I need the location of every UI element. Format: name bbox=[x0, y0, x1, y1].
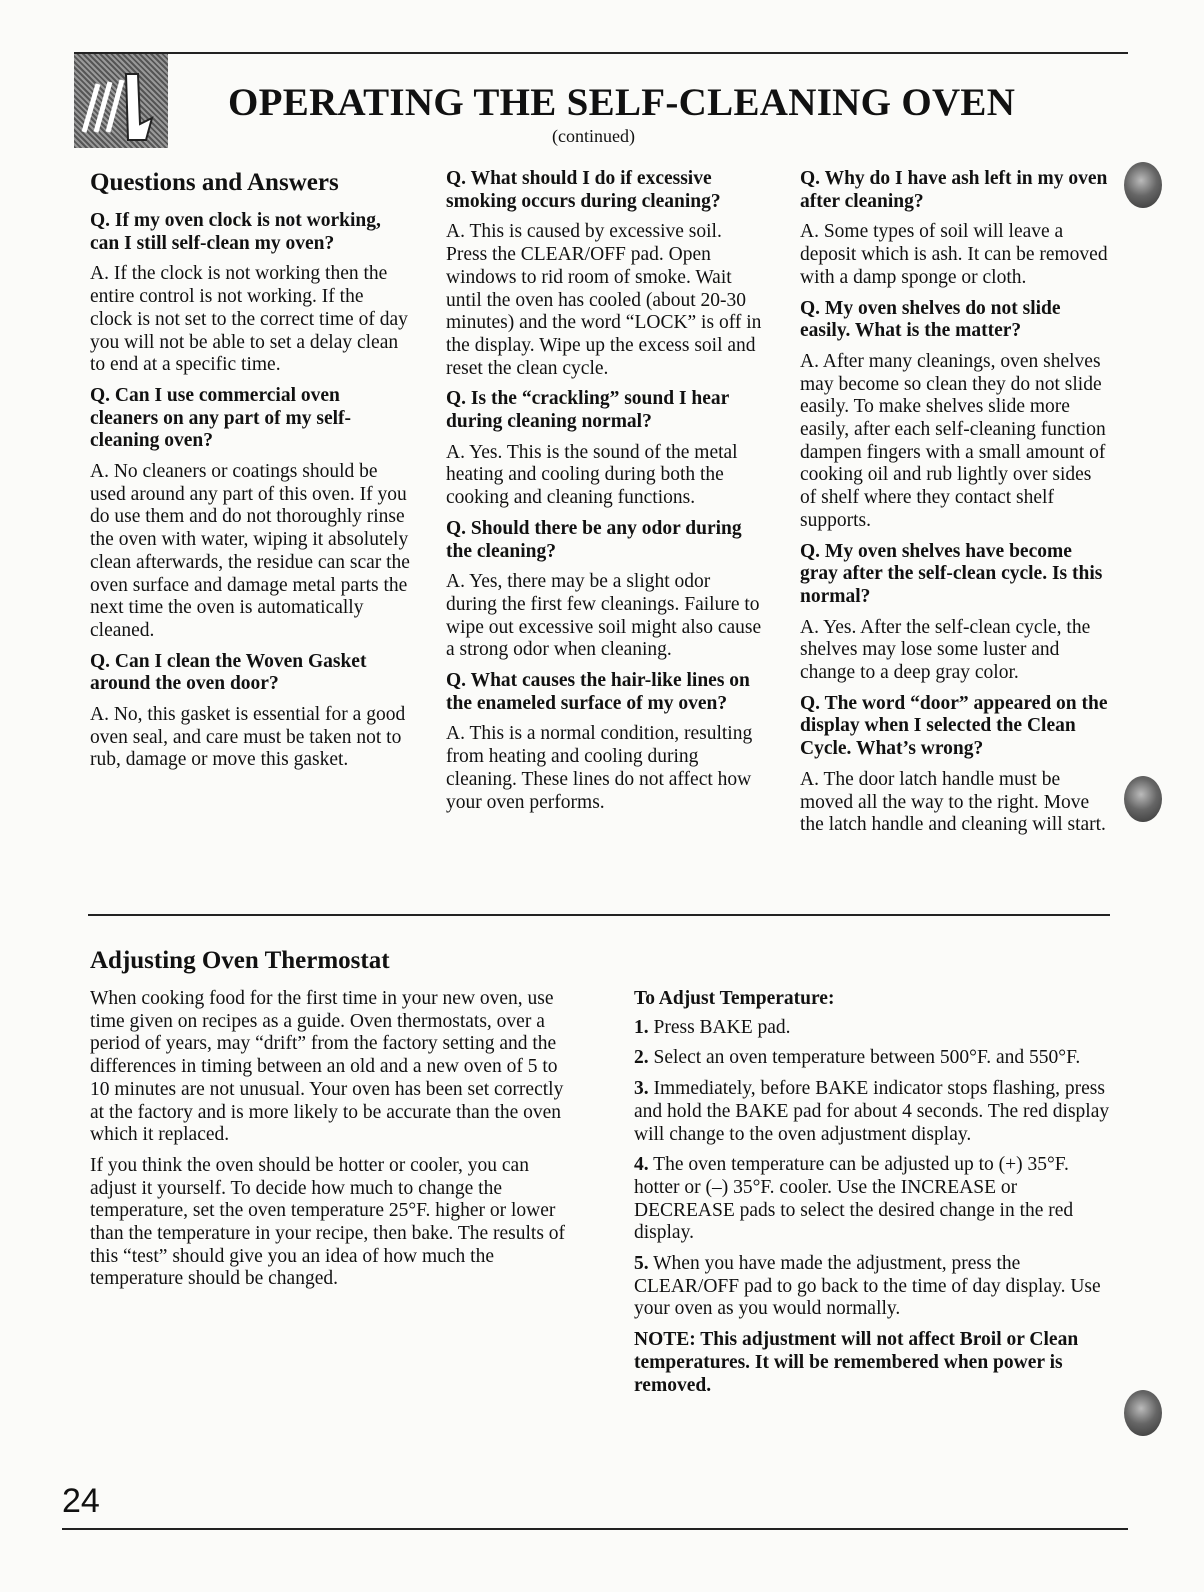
answer: A. This is a normal condition, resulting from heating and cooling during cleaning. These lines do not affect how your oven performs. bbox=[446, 723, 753, 813]
question: Q. The word “door” appeared on the display when I selected the Clean Cycle. What’s wrong? bbox=[800, 692, 1108, 760]
qa-column-1 bbox=[90, 168, 410, 780]
answer: A. No, this gasket is essential for a good oven seal, and care must be taken not to rub, damage or move this gasket. bbox=[90, 704, 406, 771]
thermostat-heading: Adjusting Oven Thermostat bbox=[90, 947, 390, 974]
bottom-rule bbox=[62, 1528, 1128, 1530]
step: 1. Press BAKE pad. bbox=[634, 1016, 791, 1038]
answer: A. Yes. After the self-clean cycle, the shelves may lose some luster and change to a deep gray color. bbox=[800, 616, 1091, 684]
question: Q. Why do I have ash left in my oven after cleaning? bbox=[800, 168, 1108, 212]
steps-heading: To Adjust Temperature: bbox=[634, 988, 835, 1009]
question: Q. What causes the hair-like lines on the enameled surface of my oven? bbox=[446, 670, 750, 714]
thermostat-steps bbox=[634, 988, 1110, 1405]
qa-heading: Questions and Answers bbox=[90, 169, 339, 196]
step: 4. The oven temperature can be adjusted up to (+) 35°F. hotter or (–) 35°F. cooler. Use the INCREASE or DECREASE pads to select the desired change in the red display. bbox=[634, 1154, 1074, 1244]
answer: A. This is caused by excessive soil. Press the CLEAR/OFF pad. Open windows to rid room of smoke. Wait until the oven has cooled (about 20-30 minutes) and the word “LOCK” is off in the display. Wipe up the excess soil and reset the clean cycle. bbox=[446, 221, 762, 379]
oven-hand-logo-icon bbox=[74, 54, 168, 148]
section-divider bbox=[88, 914, 1110, 916]
question: Q. Can I use commercial oven cleaners on any part of my self-cleaning oven? bbox=[90, 384, 352, 452]
answer: A. No cleaners or coatings should be used around any part of this oven. If you do use them and do not thoroughly rinse the oven with water, wiping it absolutely clean afterwards, the residue can scar the oven surface and damage metal parts the next time the oven is automatically cleaned. bbox=[90, 461, 410, 641]
page-title: OPERATING THE SELF-CLEANING OVEN bbox=[228, 81, 1016, 124]
step: 2. Select an oven temperature between 500°F. and 550°F. bbox=[634, 1047, 1081, 1069]
answer: A. The door latch handle must be moved all the way to the right. Move the latch handle and cleaning will start. bbox=[800, 768, 1106, 836]
question: Q. Is the “crackling” sound I hear during cleaning normal? bbox=[446, 388, 729, 433]
question: Q. If my oven clock is not working, can I still self-clean my oven? bbox=[90, 210, 381, 254]
question: Q. My oven shelves have become gray after the self-clean cycle. Is this normal? bbox=[800, 540, 1103, 607]
thermostat-paragraph-2: If you think the oven should be hotter or cooler, you can adjust it yourself. To decide how much to change the temperature, set the oven temperature 25°F. higher or lower than the temperature in your recipe, then bake. The results of this “test” should give you an idea of how much the temperature should be changed. bbox=[90, 1154, 566, 1290]
qa-column-3 bbox=[800, 168, 1110, 845]
step: 3. Immediately, before BAKE indicator stops flashing, press and hold the BAKE pad for about 4 seconds. The red display will change to the oven adjustment display. bbox=[634, 1078, 1110, 1145]
answer: A. Yes, there may be a slight odor during the first few cleanings. Failure to wipe out excessive soil might also cause a strong odor when cleaning. bbox=[446, 571, 762, 661]
page-number: 24 bbox=[62, 1482, 100, 1520]
step: 5. When you have made the adjustment, press the CLEAR/OFF pad to go back to the time of day display. Use your oven as you would normally. bbox=[634, 1253, 1101, 1320]
answer: A. After many cleanings, oven shelves may become so clean they do not slide easily. To make shelves slide more easily, after each self-cleaning function dampen fingers with a small amount of cooking oil and rub lightly over sides of shelf where they contact shelf supports. bbox=[800, 350, 1106, 531]
page-subtitle: (continued) bbox=[552, 126, 635, 146]
note: NOTE: This adjustment will not affect Broil or Clean temperatures. It will be remembered when power is removed. bbox=[634, 1329, 1079, 1396]
binder-hole-icon bbox=[1124, 776, 1162, 822]
question: Q. My oven shelves do not slide easily. What is the matter? bbox=[800, 297, 1061, 342]
answer: A. Yes. This is the sound of the metal heating and cooling during both the cooking and cleaning functions. bbox=[446, 441, 738, 509]
answer: A. If the clock is not working then the entire control is not working. If the clock is not set to the correct time of day you will not be able to set a delay clean to end at a specific time. bbox=[90, 263, 408, 376]
question: Q. What should I do if excessive smoking occurs during cleaning? bbox=[446, 168, 721, 212]
top-rule bbox=[74, 52, 1128, 54]
binder-hole-icon bbox=[1124, 1390, 1162, 1436]
answer: A. Some types of soil will leave a deposit which is ash. It can be removed with a damp sponge or cloth. bbox=[800, 221, 1108, 288]
thermostat-intro bbox=[90, 946, 568, 1299]
question: Q. Should there be any odor during the cleaning? bbox=[446, 517, 742, 562]
thermostat-paragraph-1: When cooking food for the first time in your new oven, use time given on recipes as a guide. Oven thermostats, over a period of years, may “drift” from the factory setting and the differences in timing between an old and a new oven of 5 to 10 minutes are not unusual. Your oven has been set correctly at the factory and is more likely to be accurate than the oven which it replaced. bbox=[90, 988, 564, 1146]
question: Q. Can I clean the Woven Gasket around the oven door? bbox=[90, 650, 367, 695]
qa-column-2 bbox=[446, 168, 764, 822]
binder-hole-icon bbox=[1124, 162, 1162, 208]
